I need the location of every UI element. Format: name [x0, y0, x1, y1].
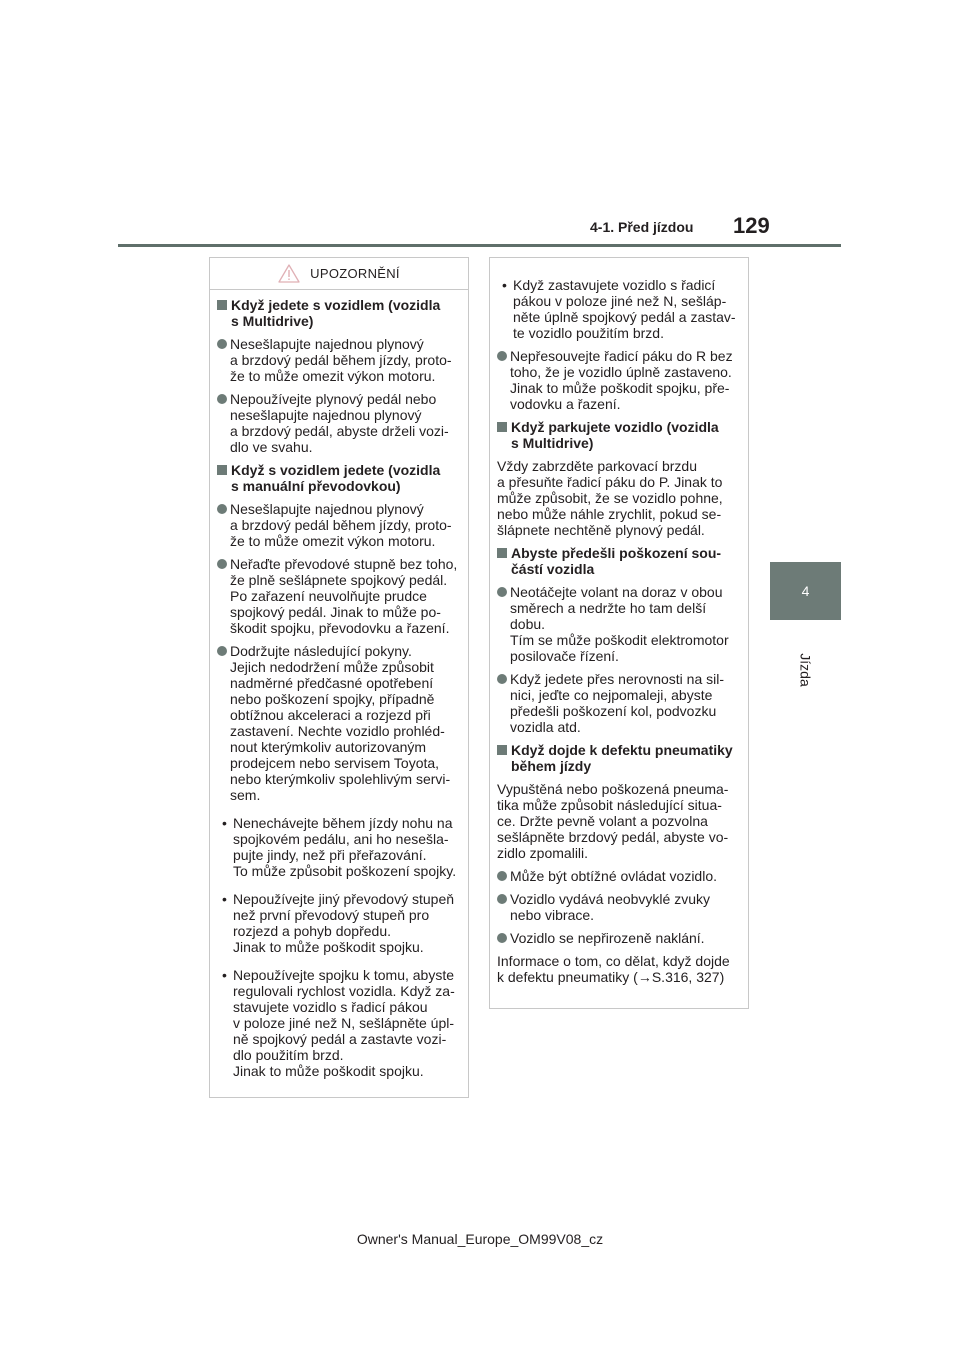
bullet-item-text: Nepřesouvejte řadicí páku do R bez toho, že je vozidlo úplně zastaveno. Jinak to může poškodit spojku, pře- vodovku a řazení.: [510, 348, 733, 412]
section-heading: [217, 297, 461, 329]
circle-bullet-icon: [497, 587, 507, 597]
circle-bullet-icon: [217, 394, 227, 404]
circle-bullet-icon: [217, 559, 227, 569]
chapter-number: 4: [801, 583, 810, 599]
bullet-item-text: Neotáčejte volant na doraz v obou směrech a nedržte ho tam delší dobu. Tím se může poškodit elektromotor posilovače řízení.: [510, 584, 729, 664]
bullet-item: [497, 348, 741, 412]
square-bullet-icon: [497, 548, 507, 558]
right-box-body: [490, 258, 748, 985]
paragraph: [497, 458, 741, 538]
section-heading: [497, 419, 741, 451]
section-heading-text: Když jedete s vozidlem (vozidla s Multidrive): [231, 297, 441, 329]
small-bullet-icon: •: [502, 277, 507, 293]
small-bullet-icon: •: [222, 891, 227, 907]
bullet-item-text: Vozidlo vydává neobvyklé zvuky nebo vibrace.: [510, 891, 710, 923]
sub-bullet-text: Nepoužívejte spojku k tomu, abyste regulovali rychlost vozidla. Když za- stavujete vozidlo s řadicí pákou v poloze jiné než N, sešlápněte úpl- ně spojkový pedál a zastavte vozi- dlo použitím brzd. Jinak to může poškodit spojku.: [233, 967, 455, 1079]
circle-bullet-icon: [217, 646, 227, 656]
paragraph-text: Vždy zabrzděte parkovací brzdu a přesuňte řadicí páku do P. Jinak to může způsobit, že se vozidlo pohne, nebo může náhle zrychlit, pokud se- šlápnete nechtěně plynový pedál.: [497, 458, 723, 538]
chapter-side-label: [782, 640, 830, 700]
square-bullet-icon: [217, 465, 227, 475]
paragraph-text: Informace o tom, co dělat, když dojde k defektu pneumatiky (→S.316, 327): [497, 953, 730, 985]
section-heading-text: Když dojde k defektu pneumatiky během jízdy: [511, 742, 733, 774]
circle-bullet-icon: [217, 504, 227, 514]
section-heading-text: Když parkujete vozidlo (vozidla s Multidrive): [511, 419, 719, 451]
chapter-tab: [770, 562, 841, 620]
small-bullet-icon: •: [222, 967, 227, 983]
section-heading: [497, 545, 741, 577]
circle-bullet-icon: [497, 351, 507, 361]
sub-bullet-item: [217, 891, 461, 955]
bullet-item: [217, 391, 461, 455]
bullet-item: [217, 336, 461, 384]
sub-bullet-text: Nenechávejte během jízdy nohu na spojkovém pedálu, ani ho nesešla- pujte jindy, než při přeřazování. To může způsobit poškození spojky.: [233, 815, 457, 879]
section-heading-text: Abyste předešli poškození sou- částí vozidla: [511, 545, 722, 577]
bullet-item-text: Může být obtížné ovládat vozidlo.: [510, 868, 718, 884]
paragraph: [497, 781, 741, 861]
bullet-item-text: Vozidlo se nepřirozeně naklání.: [510, 930, 705, 946]
bullet-item-text: Když jedete přes nerovnosti na sil- nici, jeďte co nejpomaleji, abyste předešli poškození kol, podvozku vozidla atd.: [510, 671, 724, 735]
bullet-item-text: Nesešlapujte najednou plynový a brzdový pedál během jízdy, proto- že to může omezit výkon motoru.: [230, 336, 452, 384]
bullet-item: [217, 556, 461, 636]
header-section-title: 4-1. Před jízdou: [590, 219, 694, 235]
sub-bullet-item: [497, 277, 741, 341]
bullet-item: [497, 930, 741, 946]
bullet-item: [497, 891, 741, 923]
sub-bullet-item: [217, 967, 461, 1079]
bullet-item-text: Dodržujte následující pokyny. Jejich nedodržení může způsobit nadměrné předčasné opotřebení nebo poškození spojky, případně obtížnou akceleraci a rozjezd při zastavení. Nechte vozidlo prohléd- nout kterýmkoliv autorizovaným prodejcem nebo servisem Toyota, nebo kterýmkoliv spolehlivým servi- sem.: [230, 643, 451, 803]
page-number: 129: [733, 213, 770, 238]
section-heading: [497, 742, 741, 774]
sub-bullet-text: Nepoužívejte jiný převodový stupeň než první převodový stupeň pro rozjezd a pohyb dopředu. Jinak to může poškodit spojku.: [233, 891, 455, 955]
bullet-item: [217, 643, 461, 803]
circle-bullet-icon: [497, 871, 507, 881]
left-box-body: [210, 290, 468, 1079]
section-heading-text: Když s vozidlem jedete (vozidla s manuální převodovkou): [231, 462, 441, 494]
footer-manual-id: Owner's Manual_Europe_OM99V08_cz: [356, 1231, 604, 1247]
paragraph: [497, 953, 741, 985]
circle-bullet-icon: [217, 339, 227, 349]
header-rule: [118, 244, 841, 247]
warning-box-left: [209, 257, 469, 1098]
warning-header: [210, 258, 468, 290]
bullet-item-text: Neřaďte převodové stupně bez toho, že plně sešlápnete spojkový pedál. Po zařazení neuvolňujte prudce spojkový pedál. Jinak to může po- škodit spojku, převodovku a řazení.: [230, 556, 458, 636]
bullet-item: [217, 501, 461, 549]
square-bullet-icon: [497, 745, 507, 755]
warning-triangle-icon: [278, 264, 300, 283]
warning-label: UPOZORNĚNÍ: [310, 266, 400, 281]
circle-bullet-icon: [497, 674, 507, 684]
square-bullet-icon: [217, 300, 227, 310]
square-bullet-icon: [497, 422, 507, 432]
bullet-item: [497, 584, 741, 664]
bullet-item-text: Nepoužívejte plynový pedál nebo nesešlapujte najednou plynový a brzdový pedál, abyste drželi vozi- dlo ve svahu.: [230, 391, 449, 455]
paragraph-text: Vypuštěná nebo poškozená pneuma- tika může způsobit následující situa- ce. Držte pevně volant a pozvolna sešlápněte brzdový pedál, abyste vo- zidlo zpomalili.: [497, 781, 729, 861]
small-bullet-icon: •: [222, 815, 227, 831]
sub-bullet-item: [217, 815, 461, 879]
circle-bullet-icon: [497, 933, 507, 943]
bullet-item: [497, 671, 741, 735]
bullet-item: [497, 868, 741, 884]
section-heading: [217, 462, 461, 494]
circle-bullet-icon: [497, 894, 507, 904]
warning-box-right: [489, 257, 749, 1009]
bullet-item-text: Nesešlapujte najednou plynový a brzdový pedál během jízdy, proto- že to může omezit výkon motoru.: [230, 501, 452, 549]
sub-bullet-text: Když zastavujete vozidlo s řadicí pákou v poloze jiné než N, sešláp- něte úplně spojkový pedál a zastav- te vozidlo použitím brzd.: [513, 277, 736, 341]
chapter-title: Jízda: [798, 653, 814, 687]
